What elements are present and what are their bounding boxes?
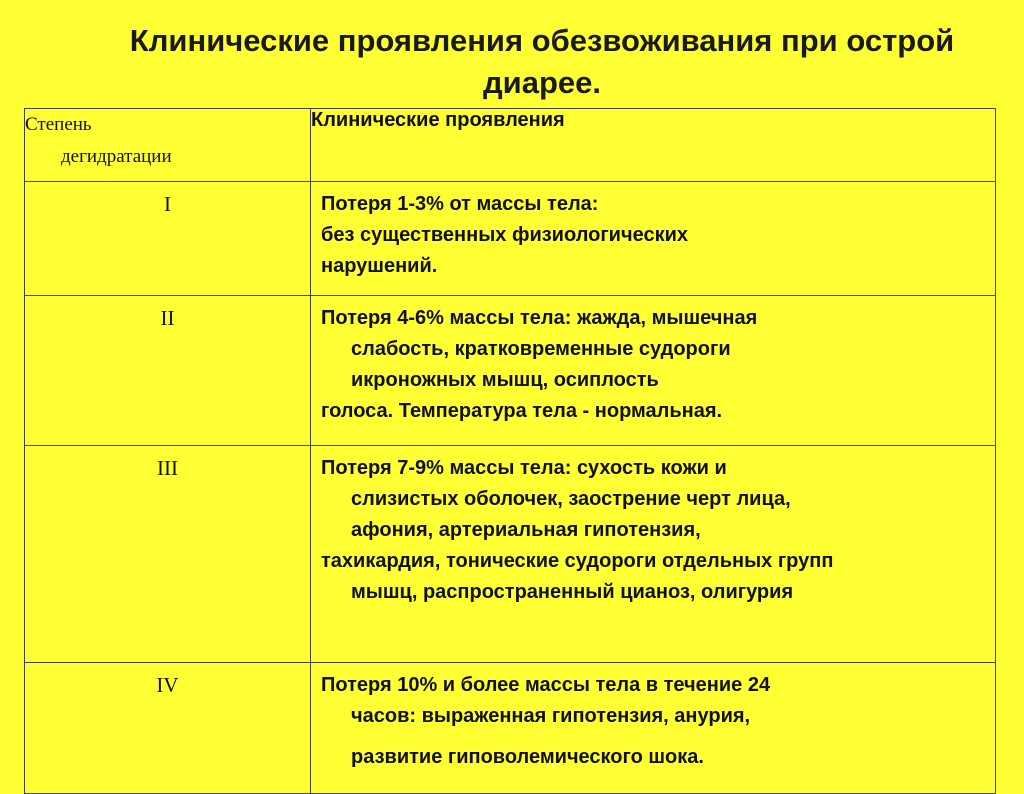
text-line: слабость, кратковременные судороги [351, 338, 731, 360]
table-header-row [25, 109, 996, 182]
manifestations-cell [311, 446, 996, 663]
title-line-2: диарее. [482, 65, 601, 100]
header-degree-line-1: Степень [25, 114, 92, 135]
title-line-1: Клинические проявления обезвоживания при острой [129, 23, 955, 58]
header-degree [25, 109, 311, 182]
text-line: слизистых оболочек, заострение черт лица, [351, 488, 791, 510]
text-line: мышц, распространенный цианоз, олигурия [351, 581, 794, 603]
header-degree-line-2: дегидратации [61, 146, 172, 167]
text-line: Потеря 1-3% от массы тела: [321, 193, 599, 215]
text-line: без существенных физиологических [321, 224, 689, 246]
manifestations-cell [311, 182, 996, 296]
text-line: развитие гиповолемического шока. [351, 746, 704, 768]
table-row [25, 663, 996, 794]
page-title [60, 20, 1024, 104]
dehydration-table [24, 108, 996, 794]
manifestations-cell [311, 663, 996, 794]
text-line: Потеря 4-6% массы тела: жажда, мышечная [321, 307, 758, 329]
text-line: тахикардия, тонические судороги отдельных групп [321, 550, 834, 572]
text-line: нарушений. [321, 255, 438, 277]
manifestations-cell [311, 296, 996, 446]
table-row [25, 182, 996, 296]
text-line: Потеря 7-9% массы тела: сухость кожи и [321, 457, 727, 479]
degree-cell: IV [25, 663, 311, 794]
table-row [25, 296, 996, 446]
text-line: голоса. Температура тела - нормальная. [321, 400, 723, 422]
degree-cell: I [25, 182, 311, 296]
degree-cell: II [25, 296, 311, 446]
text-line: икроножных мышц, осиплость [351, 369, 659, 391]
table-row [25, 446, 996, 663]
text-line: афония, артериальная гипотензия, [351, 519, 701, 541]
text-line: часов: выраженная гипотензия, анурия, [351, 705, 751, 727]
header-manifestations: Клинические проявления [311, 109, 996, 182]
text-line: Потеря 10% и более массы тела в течение 24 [321, 674, 771, 696]
degree-cell: III [25, 446, 311, 663]
